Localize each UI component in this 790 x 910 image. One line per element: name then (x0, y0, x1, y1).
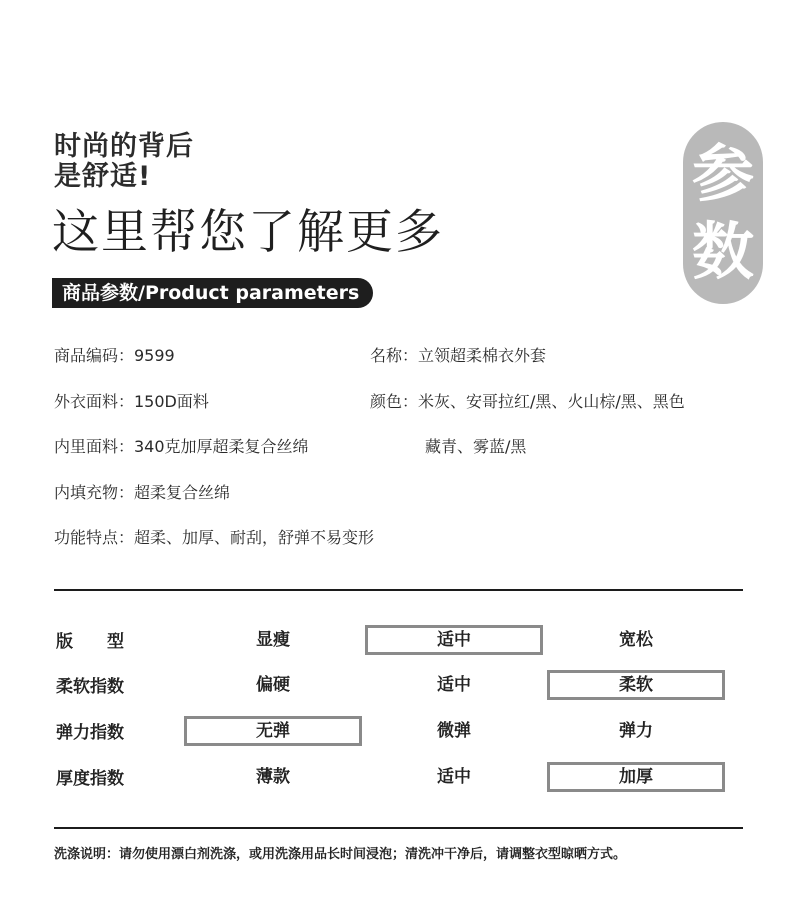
rating-option: 偏硬 (256, 675, 290, 695)
divider-top (54, 589, 743, 591)
rating-option: 弹力 (619, 721, 653, 741)
rating-option: 薄款 (256, 767, 290, 787)
params-side-label (683, 122, 763, 304)
spec-colors-continued: 藏青、雾蓝/黑 (425, 437, 527, 456)
divider-bottom (54, 827, 743, 829)
section-badge: 商品参数/Product parameters (52, 278, 373, 308)
side-label-top: 参 (691, 137, 754, 210)
rating-option: 微弹 (437, 721, 471, 741)
spec-colors: 颜色：米灰、安哥拉红/黑、火山棕/黑、黑色 (370, 392, 685, 411)
tagline (54, 132, 194, 192)
wash-instructions: 洗涤说明：请勿使用漂白剂洗涤，或用洗涤用品长时间浸泡；清洗冲干净后，请调整衣型晾晒方式。 (54, 847, 627, 862)
rating-row-thickness (54, 762, 754, 796)
rating-option-selected: 加厚 (547, 762, 725, 792)
spec-filling: 内填充物：超柔复合丝绵 (54, 483, 231, 502)
rating-option: 宽松 (619, 630, 653, 650)
rating-row-fit (54, 625, 754, 659)
rating-option: 适中 (437, 675, 471, 695)
rating-option-selected: 无弹 (184, 716, 362, 746)
spec-outer-fabric: 外衣面料：150D面料 (54, 392, 209, 411)
spec-features: 功能特点：超柔、加厚、耐刮，舒弹不易变形 (54, 528, 375, 547)
side-label-bottom: 数 (691, 215, 754, 288)
rating-option: 适中 (437, 767, 471, 787)
rating-label: 厚度指数 (56, 769, 124, 789)
rating-label: 弹力指数 (56, 723, 124, 743)
tagline-line-1: 时尚的背后 (54, 131, 194, 162)
rating-option-selected: 柔软 (547, 670, 725, 700)
rating-row-softness (54, 670, 754, 704)
tagline-line-2: 是舒适! (54, 161, 152, 192)
spec-code: 商品编码：9599 (54, 346, 175, 365)
rating-option-selected: 适中 (365, 625, 543, 655)
rating-label: 柔软指数 (56, 677, 124, 697)
rating-label: 版 型 (56, 632, 124, 652)
rating-option: 显瘦 (256, 630, 290, 650)
spec-name: 名称：立领超柔棉衣外套 (370, 346, 547, 365)
spec-inner-fabric: 内里面料：340克加厚超柔复合丝绵 (54, 437, 309, 456)
page-title: 这里帮您了解更多 (52, 205, 444, 260)
rating-row-elasticity (54, 716, 754, 750)
